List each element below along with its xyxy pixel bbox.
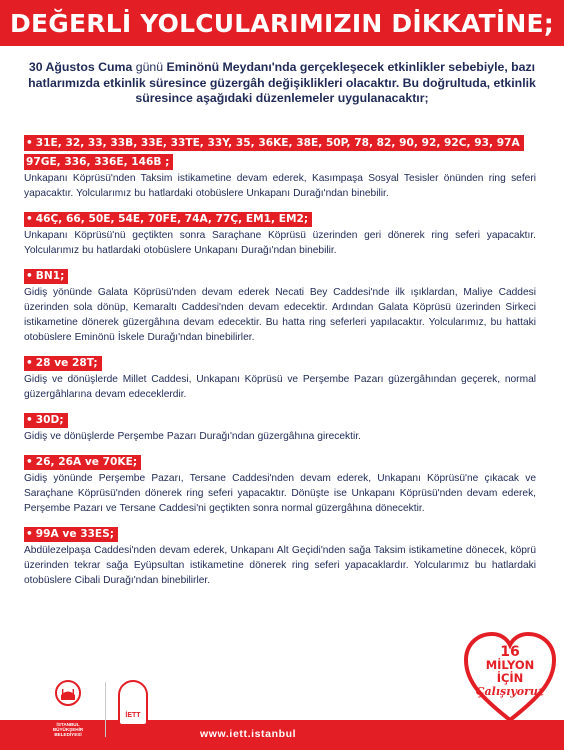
intro-place: Eminönü Meydanı'nda xyxy=(166,60,297,74)
route-description: Gidiş ve dönüşlerde Millet Caddesi, Unkapanı Köprüsü ve Perşembe Pazarı güzergâhından geçerek, normal güzergâhlarına devam edeceklerdir. xyxy=(24,374,536,400)
route-tag-label: 26, 26A ve 70KE; xyxy=(35,456,138,468)
route-tag-label: BN1; xyxy=(35,270,65,282)
route-section-5 xyxy=(24,410,536,444)
route-section-3 xyxy=(24,266,536,345)
ibb-emblem-icon xyxy=(55,680,81,706)
route-tag xyxy=(24,135,524,151)
bullet-icon: • xyxy=(26,414,33,426)
bullet-icon: • xyxy=(26,137,33,149)
route-tag-label: 28 ve 28T; xyxy=(35,357,98,369)
route-description: Unkapanı Köprüsü'nden Taksim istikametine devam ederek, Kasımpaşa Sosyal Tesisler önünden ring seferi yapacaktır. Yolcularımız bu hatlardaki otobüslere Unkapanı Durağı'ndan binebilir. xyxy=(24,173,536,199)
route-tag-label: 30D; xyxy=(35,414,64,426)
bullet-icon: • xyxy=(26,456,33,468)
route-sections xyxy=(24,133,536,596)
route-tag-line-2: 97GE, 336, 336E, 146B ; xyxy=(26,156,170,168)
route-section-2 xyxy=(24,209,536,258)
mosque-icon xyxy=(59,684,77,702)
heart-slogan xyxy=(462,646,558,698)
heart-number: 16 xyxy=(500,644,520,660)
bullet-icon: • xyxy=(26,270,33,282)
intro-text-2: gerçekleşecek etkinlikler sebebiyle, bazı hatlarımızda etkinlik süresince güzergâh değişiklikleri olacaktır. Bu doğrultuda, etkinlik süresince aşağıdaki düzenlemeler uygulanacaktır; xyxy=(28,60,536,105)
intro-paragraph xyxy=(20,60,544,107)
route-tag xyxy=(24,527,118,542)
route-description: Abdülezelpaşa Caddesi'nden devam ederek, Unkapanı Alt Geçidi'nden sağa Taksim istikametine dönecek, köprü üzerinden tekrar sağa Eyüpsultan istikametine dönerek ring seferi yapacaklardır. Yolcularımız bu hatlardaki otobüslere Cibali Durağı'ndan binebilirler. xyxy=(24,545,536,586)
route-description: Gidiş yönünde Galata Köprüsü'nden devam ederek Necati Bey Caddesi'nde ilk ışıklardan, Maliye Caddesi üzerinden sola dönüp, Kemaraltı Caddesi'nden devam edecektir. Ardından Galata Köprüsü üzerinden Sirkeci istikametine dönerek güzergâhına devam edecektir. Bu hatta ring seferleri yapılacaktır. Yolcularımız, bu hattaki otobüslere Eminönü İskele Durağı'ndan binebilirler. xyxy=(24,287,536,343)
route-tag xyxy=(24,356,102,371)
route-tag-continued xyxy=(24,154,173,170)
intro-text-1: günü xyxy=(132,60,167,74)
heart-icin: İÇİN xyxy=(496,671,524,685)
page-title: DEĞERLİ YOLCULARIMIZIN DİKKATİNE; xyxy=(10,8,554,38)
iett-logo xyxy=(118,680,148,726)
heart-calisiyoruz: Çalışıyoruz xyxy=(475,685,545,698)
route-section-4 xyxy=(24,353,536,402)
website-link[interactable]: www.iett.istanbul xyxy=(200,728,297,740)
route-section-6 xyxy=(24,452,536,516)
route-tag xyxy=(24,269,68,284)
bullet-icon: • xyxy=(26,528,33,540)
route-description: Gidiş ve dönüşlerde Perşembe Pazarı Durağı'ndan güzergâhına girecektir. xyxy=(24,431,361,442)
route-section-7 xyxy=(24,524,536,588)
route-tag xyxy=(24,413,68,428)
heart-milyon: MİLYON xyxy=(485,658,535,672)
route-tag xyxy=(24,455,141,470)
logo-divider xyxy=(105,682,106,737)
route-tag xyxy=(24,212,312,227)
intro-date: 30 Ağustos Cuma xyxy=(28,60,133,74)
bullet-icon: • xyxy=(26,357,33,369)
ibb-logo-text: İSTANBUL BÜYÜKŞEHİR BELEDİYESİ xyxy=(52,722,84,737)
route-tag-label: 46Ç, 66, 50E, 54E, 70FE, 74A, 77Ç, EM1, EM2; xyxy=(35,213,309,225)
route-tag-line-1: 31E, 32, 33, 33B, 33E, 33TE, 33Y, 35, 36KE, 38E, 50P, 78, 82, 90, 92, 92C, 93, 97A xyxy=(35,137,520,149)
header-banner xyxy=(0,0,564,46)
ibb-logo xyxy=(48,680,88,742)
route-tag-label: 99A ve 33ES; xyxy=(35,528,115,540)
bullet-icon: • xyxy=(26,213,33,225)
route-description: Unkapanı Köprüsü'nü geçtikten sonra Saraçhane Köprüsü üzerinden geri dönerek ring seferi yapacaktır. Yolcularımız bu hatlardaki otobüslere Unkapanı Durağı'ndan binebilir. xyxy=(24,230,536,256)
iett-logo-text: İETT xyxy=(125,712,141,719)
route-section-1 xyxy=(24,133,536,201)
route-description: Gidiş yönünde Perşembe Pazarı, Tersane Caddesi'nden devam ederek, Unkapanı Köprüsü'ne çıkacak ve Saraçhane Köprüsü'nden dönerek ring seferi yapacaktır. Dönüşte ise Unkapanı Köprüsü'nden devam ederek, Perşembe Pazarı ve Tersane Caddesi'ni geçtikten sonra normal güzergâhına dönecektir. xyxy=(24,473,536,514)
heart-badge xyxy=(462,628,558,728)
